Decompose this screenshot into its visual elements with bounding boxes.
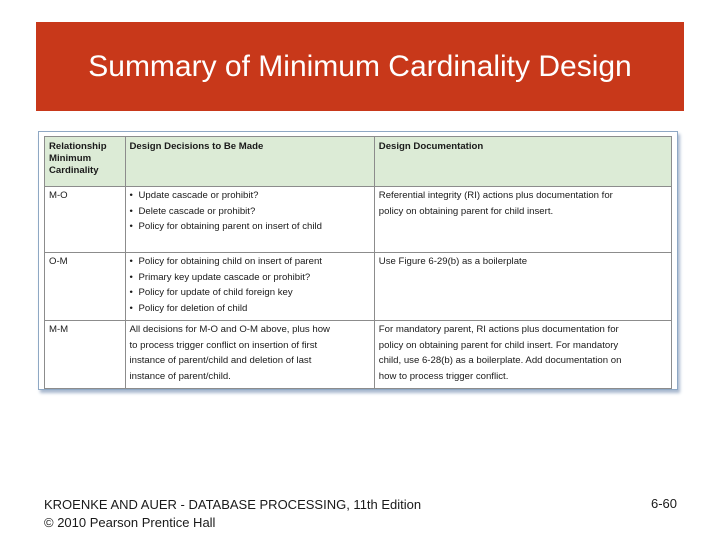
decisions-list: [130, 188, 370, 235]
footer-copyright: © 2010 Pearson Prentice Hall: [44, 515, 216, 530]
table-row-m-o: [45, 187, 672, 253]
cardinality-table: [44, 136, 672, 389]
list-item: • Policy for obtaining parent on insert of child: [130, 219, 370, 235]
title-banner: [36, 22, 684, 111]
list-item: • Primary key update cascade or prohibit?: [130, 270, 370, 286]
list-item: • Delete cascade or prohibit?: [130, 204, 370, 220]
table-row-o-m: [45, 253, 672, 321]
decisions-cell: [125, 253, 374, 321]
decisions-cell: All decisions for M-O and O-M above, plus how to process trigger conflict on insertion of first instance of parent/child and deletion of last instance of parent/child.: [125, 321, 374, 389]
list-item: • Policy for update of child foreign key: [130, 285, 370, 301]
header-decisions: Design Decisions to Be Made: [125, 137, 374, 187]
header-cardinality: Relationship Minimum Cardinality: [45, 137, 126, 187]
table-row-m-m: [45, 321, 672, 389]
footer-citation: [44, 496, 421, 532]
list-item: • Policy for obtaining child on insert of parent: [130, 254, 370, 270]
cardinality-cell: O-M: [45, 253, 126, 321]
page-number: 6-60: [650, 496, 677, 511]
documentation-cell: Use Figure 6-29(b) as a boilerplate: [374, 253, 671, 321]
documentation-cell: Referential integrity (RI) actions plus documentation for policy on obtaining parent for child insert.: [374, 187, 671, 253]
header-documentation: Design Documentation: [374, 137, 671, 187]
documentation-cell: For mandatory parent, RI actions plus documentation for policy on obtaining parent for child insert. For mandatory child, use 6-28(b) as a boilerplate. Add documentation on how to process trigger conflict.: [374, 321, 671, 389]
cardinality-cell: M-M: [45, 321, 126, 389]
footer-book-title: KROENKE AND AUER - DATABASE PROCESSING, 11th Edition: [44, 497, 422, 512]
list-item: • Policy for deletion of child: [130, 301, 370, 317]
list-item: • Update cascade or prohibit?: [130, 188, 370, 204]
table-header-row: [45, 137, 672, 187]
table-frame: [38, 131, 678, 390]
decisions-list: [130, 254, 370, 316]
decisions-cell: [125, 187, 374, 253]
slide-title: Summary of Minimum Cardinality Design: [88, 49, 632, 83]
cardinality-cell: M-O: [45, 187, 126, 253]
